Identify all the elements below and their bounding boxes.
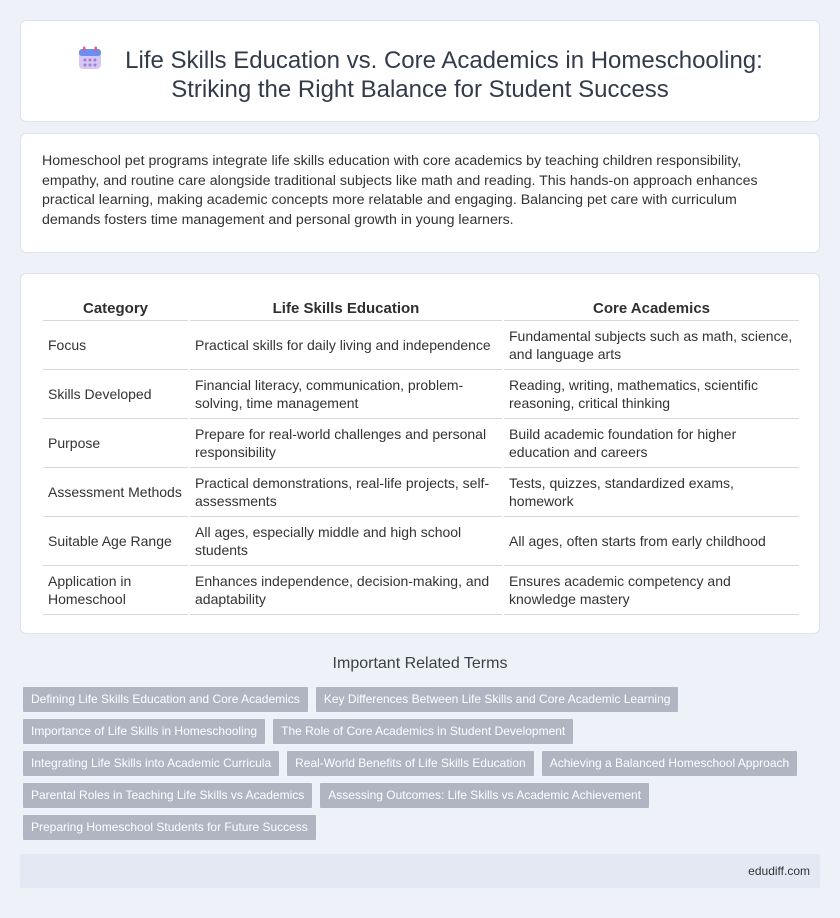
related-term-tag[interactable]: Assessing Outcomes: Life Skills vs Academic Achievement (320, 783, 649, 808)
table-cell-category: Suitable Age Range (43, 516, 189, 565)
footer-site-name[interactable]: edudiff.com (748, 864, 810, 878)
page-title-line1: Life Skills Education vs. Core Academics in Homeschooling: (125, 47, 763, 74)
table-cell-life-skills: Enhances independence, decision-making, and adaptability (189, 565, 503, 614)
table-cell-category: Application in Homeschool (43, 565, 189, 614)
table-cell-core-academics: Tests, quizzes, standardized exams, homework (503, 467, 799, 516)
column-header-core-academics: Core Academics (503, 296, 799, 320)
table-cell-core-academics: Fundamental subjects such as math, science, and language arts (503, 320, 799, 369)
related-term-tag[interactable]: Parental Roles in Teaching Life Skills vs Academics (23, 783, 312, 808)
table-cell-category: Purpose (43, 418, 189, 467)
intro-paragraph: Homeschool pet programs integrate life skills education with core academics by teaching children responsibility, empathy, and routine care alongside traditional subjects like math and reading. This hands-on approach enhances practical learning, making academic concepts more relatable and engaging. Balancing pet care with curriculum demands fosters time management and personal growth in young learners. (42, 153, 758, 228)
title-wrap (21, 45, 819, 104)
table-cell-core-academics: Ensures academic competency and knowledge mastery (503, 565, 799, 614)
table-cell-core-academics: Reading, writing, mathematics, scientific reasoning, critical thinking (503, 369, 799, 418)
related-term-tag[interactable]: Defining Life Skills Education and Core Academics (23, 687, 308, 712)
related-term-tag[interactable]: Key Differences Between Life Skills and Core Academic Learning (316, 687, 679, 712)
column-header-life-skills: Life Skills Education (189, 296, 503, 320)
related-term-tag[interactable]: Integrating Life Skills into Academic Curricula (23, 751, 279, 776)
table-cell-category: Focus (43, 320, 189, 369)
table-row (43, 369, 799, 418)
table-cell-life-skills: Practical skills for daily living and independence (189, 320, 503, 369)
table-cell-core-academics: All ages, often starts from early childhood (503, 516, 799, 565)
table-cell-life-skills: All ages, especially middle and high school students (189, 516, 503, 565)
title-card (20, 20, 820, 122)
table-cell-life-skills: Prepare for real-world challenges and personal responsibility (189, 418, 503, 467)
comparison-table (43, 296, 799, 615)
table-cell-core-academics: Build academic foundation for higher education and careers (503, 418, 799, 467)
table-cell-life-skills: Financial literacy, communication, problem-solving, time management (189, 369, 503, 418)
calendar-icon (77, 45, 103, 71)
table-row (43, 516, 799, 565)
related-term-tag[interactable]: The Role of Core Academics in Student Development (273, 719, 573, 744)
page-title (77, 45, 763, 104)
table-row (43, 418, 799, 467)
footer (20, 854, 820, 888)
table-cell-life-skills: Practical demonstrations, real-life projects, self-assessments (189, 467, 503, 516)
intro-card (20, 133, 820, 253)
table-row (43, 467, 799, 516)
page-title-line2: Striking the Right Balance for Student Success (171, 76, 669, 103)
column-header-category: Category (43, 296, 189, 320)
table-cell-category: Assessment Methods (43, 467, 189, 516)
related-terms-list (23, 687, 823, 847)
table-header-row (43, 296, 799, 320)
table-row (43, 565, 799, 614)
related-term-tag[interactable]: Real-World Benefits of Life Skills Education (287, 751, 534, 776)
related-terms-heading: Important Related Terms (332, 655, 508, 672)
related-term-tag[interactable]: Importance of Life Skills in Homeschooling (23, 719, 265, 744)
related-term-tag[interactable]: Achieving a Balanced Homeschool Approach (542, 751, 797, 776)
table-cell-category: Skills Developed (43, 369, 189, 418)
related-term-tag[interactable]: Preparing Homeschool Students for Future Success (23, 815, 316, 840)
table-row (43, 320, 799, 369)
comparison-table-card (20, 273, 820, 634)
